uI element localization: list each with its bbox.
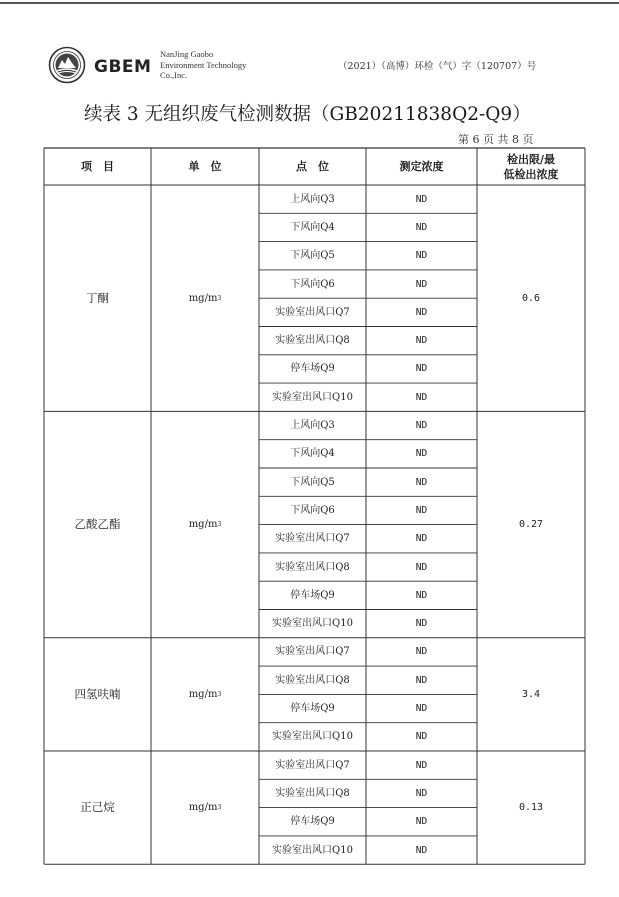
letterhead [48,46,588,86]
page-number: 第 6 页 共 8 页 [458,133,534,146]
detection-limit: 3.4 [521,688,541,700]
measured-value: ND [415,278,428,290]
detection-limit: 0.13 [518,802,544,814]
detection-limit: 0.27 [518,519,544,531]
measured-value: ND [415,221,428,233]
measured-value: ND [415,759,428,771]
sampling-point: 实验室出风口Q7 [275,533,350,545]
measured-value: ND [415,674,428,686]
sampling-point: 停车场Q9 [290,816,335,828]
measured-value: ND [415,787,428,799]
measured-value: ND [415,476,428,488]
sampling-point: 实验室出风口Q8 [275,335,350,347]
gbem-logo-icon [48,46,86,84]
measured-value: ND [415,646,428,658]
measured-value: ND [415,731,428,743]
detection-limit: 0.6 [521,292,541,304]
sampling-point: 实验室出风口Q8 [275,674,350,686]
item-name: 四氢呋喃 [74,686,121,701]
sampling-point: 上风向Q3 [290,193,335,205]
measured-value: ND [415,391,428,403]
unit-cell: mg/m 3 [188,292,222,304]
measured-value: ND [415,844,428,856]
item-name: 正己烷 [80,800,115,815]
top-rule [0,2,619,4]
measured-value: ND [415,504,428,516]
sampling-point: 下风向Q6 [290,504,335,516]
sampling-point: 停车场Q9 [290,363,335,375]
sampling-point: 实验室出风口Q10 [272,391,353,403]
sampling-point: 下风向Q4 [290,221,335,233]
measured-value: ND [415,306,428,318]
header-item: 项 目 [81,160,114,173]
measured-value: ND [415,363,428,375]
measured-value: ND [415,250,428,262]
header-point: 点 位 [296,160,329,173]
sampling-point: 实验室出风口Q10 [272,731,353,743]
measured-value: ND [415,589,428,601]
unit-cell: mg/m 3 [188,519,222,531]
header-unit: 单 位 [188,160,222,173]
sampling-point: 实验室出风口Q7 [275,306,350,318]
measured-value: ND [415,420,428,432]
unit-cell: mg/m 3 [188,688,222,700]
company-name: NanJing Gaobo Environment Technology Co.,Inc. [160,49,247,80]
measured-value: ND [415,335,428,347]
sampling-point: 下风向Q5 [290,476,335,488]
measured-value: ND [415,448,428,460]
sampling-point: 停车场Q9 [290,703,335,715]
measured-value: ND [415,533,428,545]
header-limit: 检出限/最 低检出浓度 [503,152,559,181]
measured-value: ND [415,703,428,715]
sampling-point: 实验室出风口Q10 [272,618,353,630]
unit-cell: mg/m 3 [188,802,222,814]
item-name: 丁酮 [86,290,109,305]
sampling-point: 实验室出风口Q8 [275,787,350,799]
sampling-point: 实验室出风口Q8 [275,561,350,573]
sampling-point: 实验室出风口Q7 [275,759,350,771]
sampling-point: 下风向Q4 [290,448,335,460]
brand-name: GBEM [94,57,152,77]
measured-value: ND [415,816,428,828]
sampling-point: 上风向Q3 [290,420,335,432]
sampling-point: 实验室出风口Q7 [275,646,350,658]
header-value: 测定浓度 [399,160,444,173]
document-number: （2021）（高博）环检（气）字（120707）号 [338,61,537,72]
measured-value: ND [415,618,428,630]
sampling-point: 下风向Q6 [290,278,335,290]
sampling-point: 实验室出风口Q10 [272,844,353,856]
sampling-point: 停车场Q9 [290,589,335,601]
measured-value: ND [415,561,428,573]
sampling-point: 下风向Q5 [290,250,335,262]
measured-value: ND [415,193,428,205]
item-name: 乙酸乙酯 [74,517,121,532]
table-title: 续表 3 无组织废气检测数据（GB20211838Q2-Q9） [84,104,531,125]
